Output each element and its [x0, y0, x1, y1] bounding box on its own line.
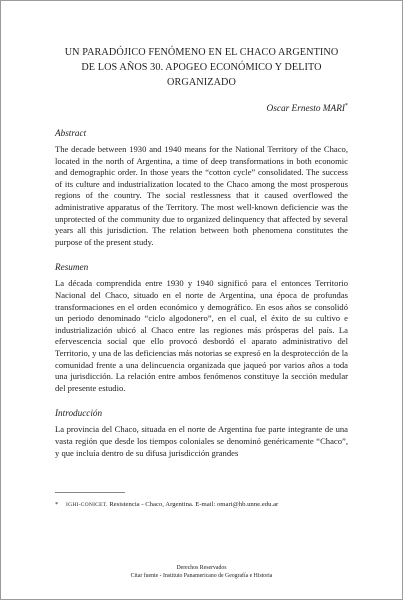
author-line	[55, 103, 348, 114]
footnote	[55, 500, 348, 510]
author-name: Oscar Ernesto MARI	[266, 104, 345, 115]
resumen-heading: Resumen	[55, 262, 89, 273]
footnote-text: Resistencia - Chaco, Argentina. E-mail: omari@hb.unne.edu.ar	[109, 501, 279, 508]
article-title	[55, 45, 348, 90]
author-footnote-mark: *	[345, 103, 348, 109]
footer-rights: Derechos Reservados	[176, 565, 227, 571]
footer-source: Citar fuente - Instituto Panamericano de Geografía e Historia	[130, 573, 273, 579]
abstract-heading: Abstract	[55, 128, 87, 139]
footnote-mark: *	[55, 501, 59, 508]
abstract-text: The decade between 1930 and 1940 means for the National Territory of the Chaco, located in the north of Argentina, a time of deep transformations in both economic and demographic order. In those years the “cotton cycle” consolidated. The success of its culture and industrialization located to the Chaco among the most prosperous regions of the country. The social restlessness that it caused overflowed the administrative apparatus of the Territory. The most well-known deficiencie was the unprotected of the community due to organized delinquency that affected by several years all this jurisdiction. The relation between both phenomena constitutes the purpose of the present study.	[55, 144, 348, 247]
resumen-text: La década comprendida entre 1930 y 1940 significó para el entonces Territorio Nacional del Chaco, situado en el norte de Argentina, una época de profundas transformaciones en el orden económico y demográfico. En esos años se consolidó un periodo denominado “ciclo algodonero”, en el cual, el éxito de su cultivo e industrialización ubicó al Chaco entre las regiones más prósperas del país. La efervescencia social que ello provocó desbordó el aparato administrativo del Territorio, y una de las deficiencias más notorias se expresó en la desprotección de la comunidad frente a una delincuencia organizada que jaqueó por varios años a toda una jurisdicción. La relación entre ambos fenómenos constituye la sección medular del presente estudio.	[55, 278, 348, 393]
introduccion-text: La provincia del Chaco, situada en el norte de Argentina fue parte integrante de una vasta región que desde los tiempos coloniales se denominó genéricamente “Chaco”, y que incluía dentro de su difusa jurisdicción grandes	[55, 424, 348, 458]
article-body	[55, 45, 348, 459]
title-line-2: DE LOS AÑOS 30. APOGEO ECONÓMICO Y DELITO	[81, 62, 322, 73]
footnote-divider	[55, 492, 125, 493]
title-line-1: UN PARADÓJICO FENÓMENO EN EL CHACO ARGENTINO	[64, 47, 339, 58]
footnote-institution: IGHI-CONICET.	[66, 502, 108, 508]
title-line-3: ORGANIZADO	[167, 77, 236, 88]
introduccion-heading: Introducción	[55, 408, 103, 419]
